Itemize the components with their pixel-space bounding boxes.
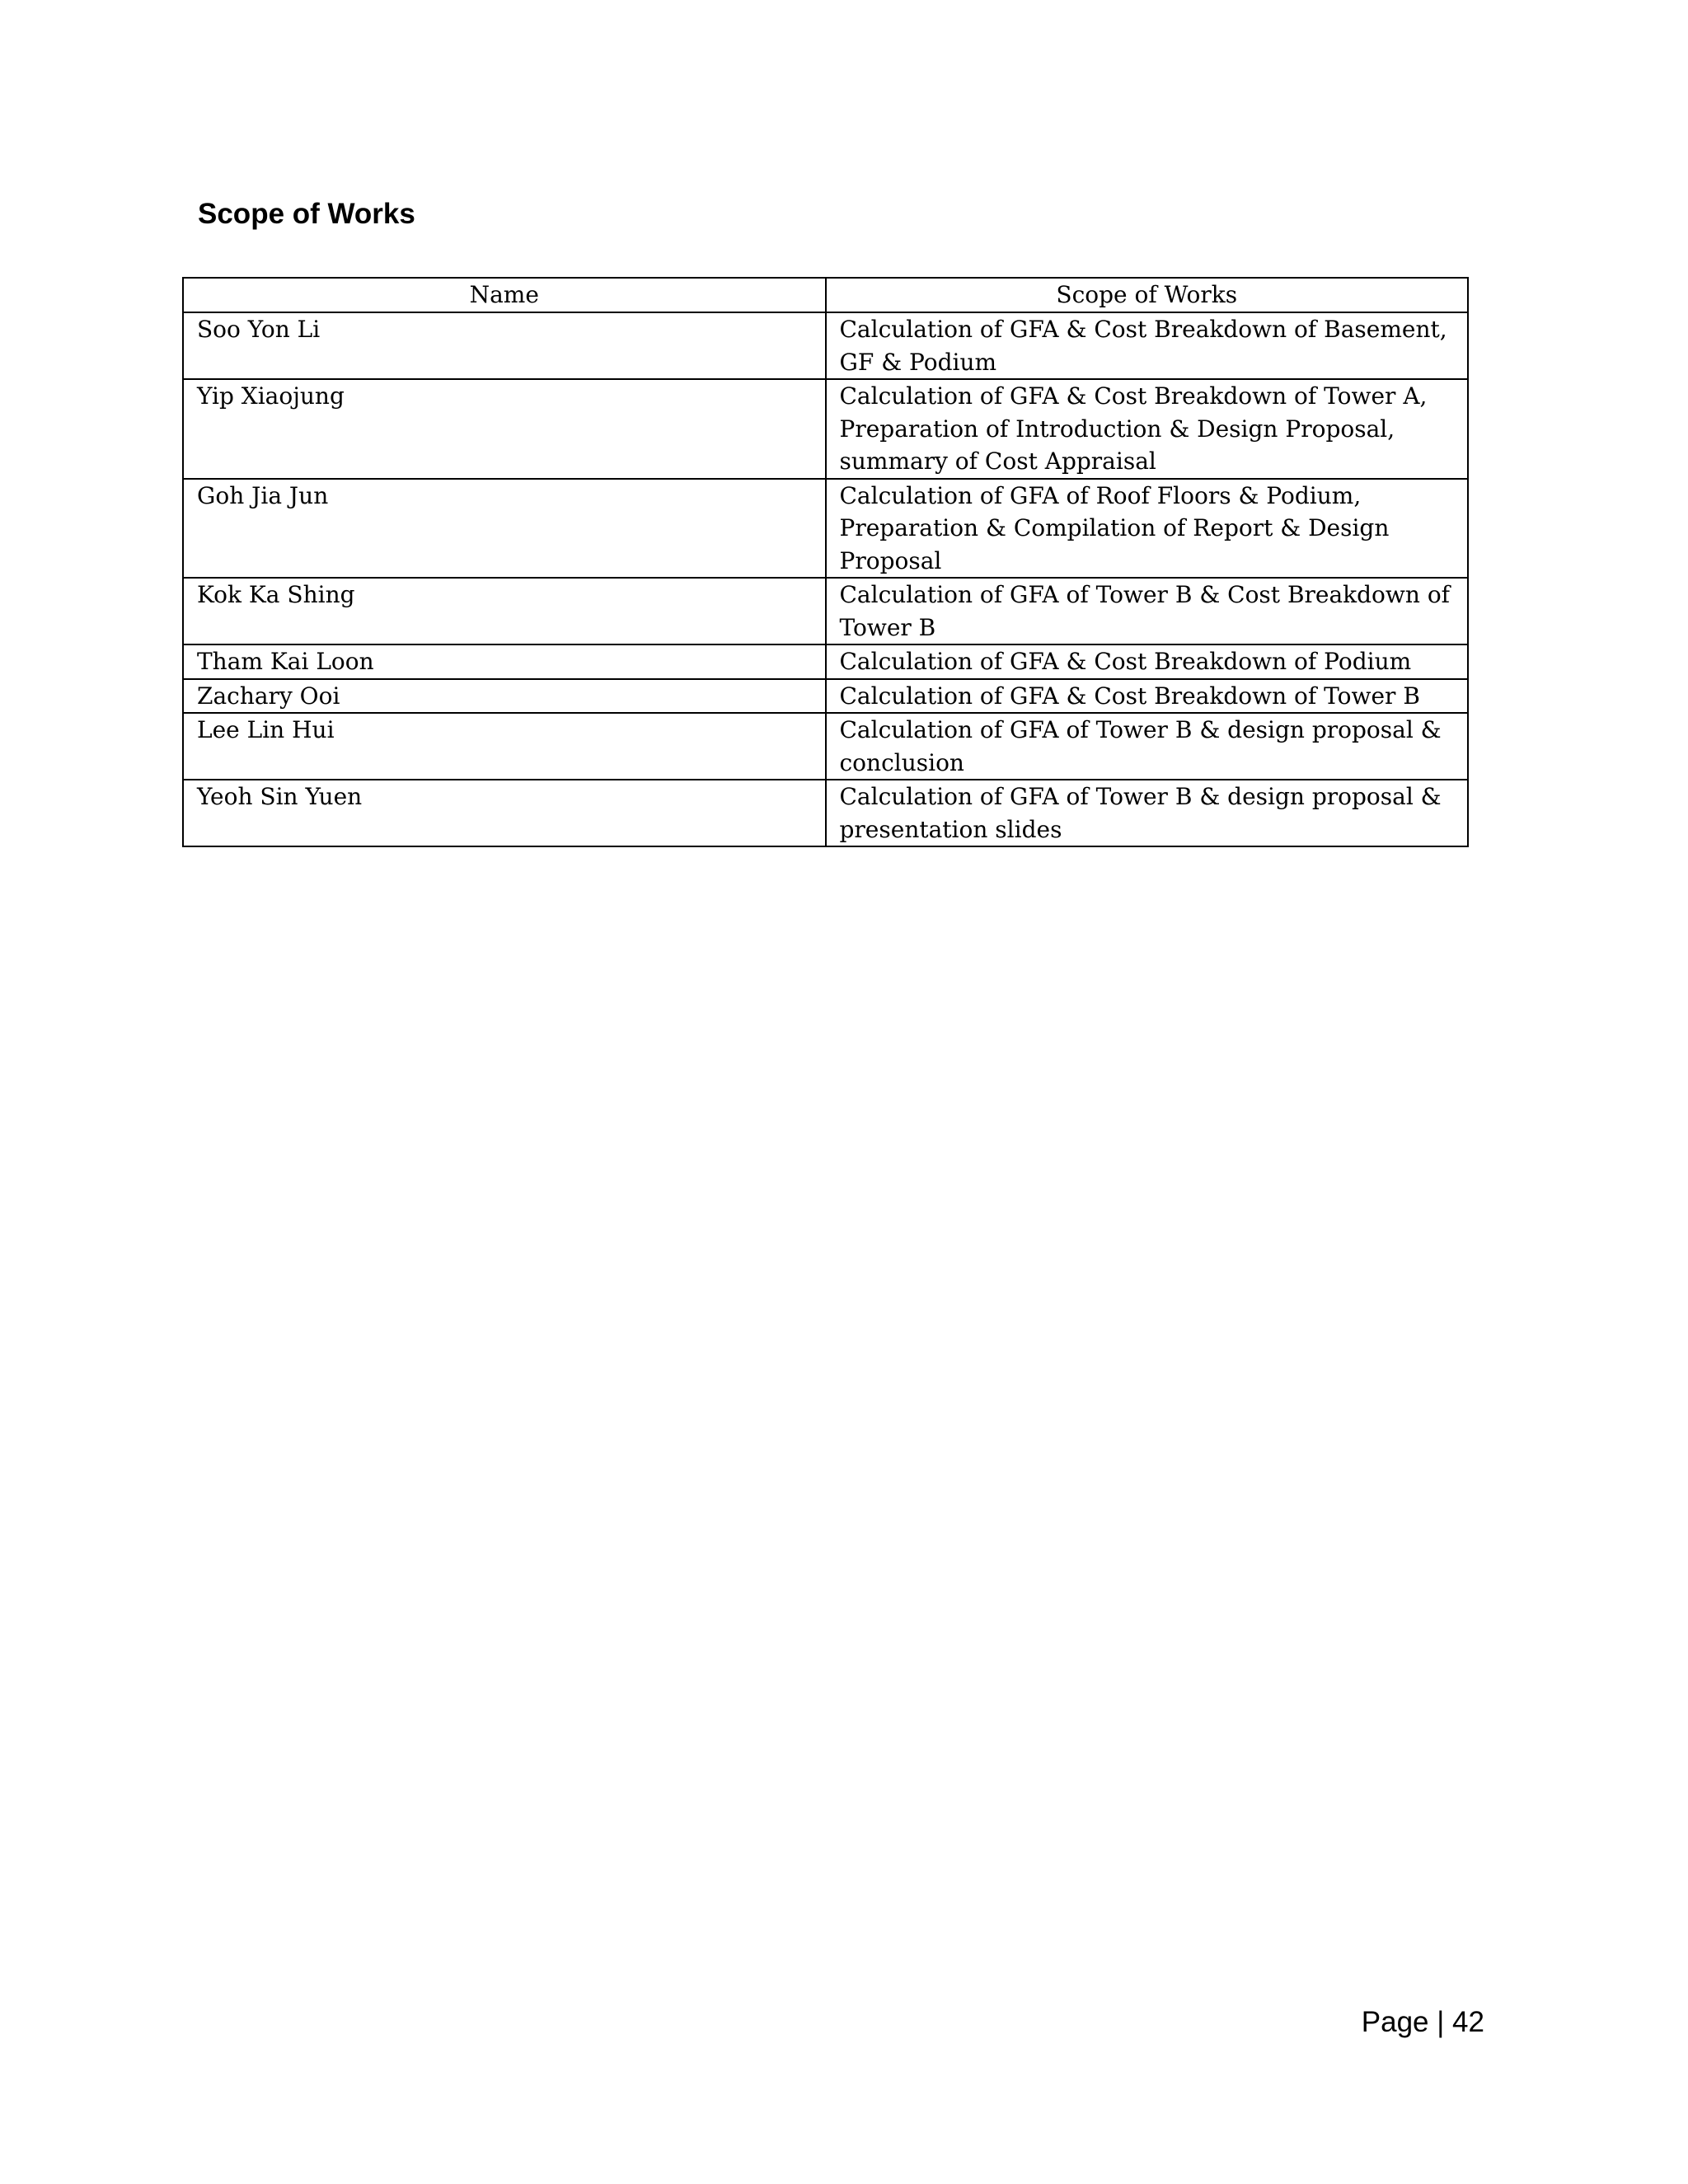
page-title: Scope of Works bbox=[198, 198, 415, 230]
table-row bbox=[183, 780, 1468, 846]
table-row bbox=[183, 713, 1468, 780]
table-row bbox=[183, 578, 1468, 644]
table-row bbox=[183, 479, 1468, 579]
member-name-cell: Yeoh Sin Yuen bbox=[183, 780, 826, 846]
scope-of-works-table bbox=[182, 277, 1469, 847]
member-name-cell: Tham Kai Loon bbox=[183, 644, 826, 679]
scope-cell: Calculation of GFA of Roof Floors & Podium, Preparation & Compilation of Report & Design Proposal bbox=[826, 479, 1469, 579]
table-row bbox=[183, 644, 1468, 679]
table-header-row bbox=[183, 278, 1468, 312]
member-name-cell: Kok Ka Shing bbox=[183, 578, 826, 644]
scope-cell: Calculation of GFA of Tower B & design proposal & presentation slides bbox=[826, 780, 1469, 846]
table-row bbox=[183, 379, 1468, 479]
table-row bbox=[183, 312, 1468, 379]
member-name-cell: Soo Yon Li bbox=[183, 312, 826, 379]
table-row bbox=[183, 679, 1468, 714]
member-name-cell: Yip Xiaojung bbox=[183, 379, 826, 479]
column-header-name: Name bbox=[183, 278, 826, 312]
member-name-cell: Lee Lin Hui bbox=[183, 713, 826, 780]
page-number: Page | 42 bbox=[1361, 2006, 1484, 2038]
scope-cell: Calculation of GFA & Cost Breakdown of Tower B bbox=[826, 679, 1469, 714]
member-name-cell: Zachary Ooi bbox=[183, 679, 826, 714]
scope-cell: Calculation of GFA of Tower B & Cost Breakdown of Tower B bbox=[826, 578, 1469, 644]
scope-cell: Calculation of GFA & Cost Breakdown of Basement, GF & Podium bbox=[826, 312, 1469, 379]
scope-cell: Calculation of GFA & Cost Breakdown of Podium bbox=[826, 644, 1469, 679]
scope-cell: Calculation of GFA of Tower B & design proposal & conclusion bbox=[826, 713, 1469, 780]
scope-cell: Calculation of GFA & Cost Breakdown of Tower A, Preparation of Introduction & Design Proposal, summary of Cost Appraisal bbox=[826, 379, 1469, 479]
column-header-scope: Scope of Works bbox=[826, 278, 1469, 312]
member-name-cell: Goh Jia Jun bbox=[183, 479, 826, 579]
